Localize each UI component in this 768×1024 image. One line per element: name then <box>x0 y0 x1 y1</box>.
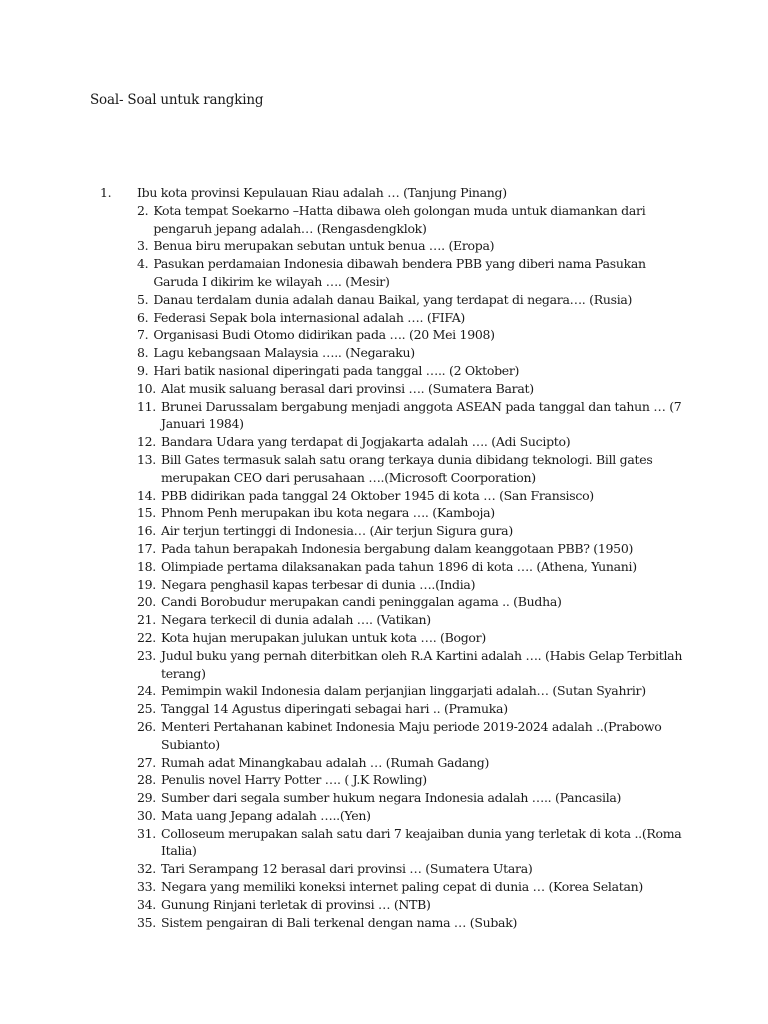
list-item <box>100 860 690 878</box>
list-item <box>100 504 690 522</box>
list-item <box>100 700 690 718</box>
list-item <box>100 771 690 789</box>
list-item <box>100 255 690 291</box>
item-text: Judul buku yang pernah diterbitkan oleh R.A Kartini adalah …. (Habis Gelap Terbitlah terang) <box>160 647 683 681</box>
item-text: Rumah adat Minangkabau adalah … (Rumah Gadang) <box>160 754 490 770</box>
item-text: Colloseum merupakan salah satu dari 7 keajaiban dunia yang terletak di kota ..(Roma Italia) <box>160 825 682 859</box>
item-text: Kota tempat Soekarno –Hatta dibawa oleh golongan muda untuk diamankan dari pengaruh jepang adalah… (Rengasdengklok) <box>153 202 646 236</box>
list-item <box>100 487 690 505</box>
item-number: 28. <box>137 772 156 788</box>
item-text: Benua biru merupakan sebutan untuk benua …. (Eropa) <box>153 238 495 254</box>
item-number: 35. <box>137 914 156 930</box>
item-number: 12. <box>137 434 156 450</box>
list-item <box>100 629 690 647</box>
item-text: Gunung Rinjani terletak di provinsi … (NTB) <box>160 896 431 912</box>
item-text: Hari batik nasional diperingati pada tanggal ….. (2 Oktober) <box>153 362 520 378</box>
item-text: Bill Gates termasuk salah satu orang terkaya dunia dibidang teknologi. Bill gates merupakan CEO dari perusahaan ….(Microsoft Coorporation) <box>160 451 653 485</box>
item-text: Menteri Pertahanan kabinet Indonesia Maju periode 2019-2024 adalah ..(Prabowo Subianto) <box>160 718 662 752</box>
list-item <box>100 754 690 772</box>
item-text: Negara penghasil kapas terbesar di dunia ….(India) <box>160 576 476 592</box>
item-number: 24. <box>137 683 156 699</box>
item-text: Brunei Darussalam bergabung menjadi anggota ASEAN pada tanggal dan tahun … (7 Januari 1984) <box>160 398 682 432</box>
list-item <box>100 522 690 540</box>
question-list <box>100 184 690 931</box>
list-item <box>100 558 690 576</box>
item-text: Tari Serampang 12 berasal dari provinsi … (Sumatera Utara) <box>160 861 533 877</box>
list-item <box>100 451 690 487</box>
list-item <box>100 647 690 683</box>
item-number: 32. <box>137 861 156 877</box>
item-text: Pemimpin wakil Indonesia dalam perjanjian linggarjati adalah… (Sutan Syahrir) <box>160 683 646 699</box>
item-number: 23. <box>137 647 156 663</box>
item-number: 5. <box>137 291 149 307</box>
list-item <box>100 433 690 451</box>
item-text: Mata uang Jepang adalah …..(Yen) <box>160 807 371 823</box>
item-text: Negara terkecil di dunia adalah …. (Vatikan) <box>160 612 431 628</box>
item-number: 4. <box>137 256 149 272</box>
item-number: 29. <box>137 790 156 806</box>
item-number: 13. <box>137 451 156 467</box>
item-number: 10. <box>137 380 156 396</box>
list-item <box>100 878 690 896</box>
list-item <box>100 362 690 380</box>
item-number: 31. <box>137 825 156 841</box>
item-text: Federasi Sepak bola internasional adalah …. (FIFA) <box>153 309 466 325</box>
list-item <box>100 825 690 861</box>
item-text: Pada tahun berapakah Indonesia bergabung dalam keanggotaan PBB? (1950) <box>160 540 634 556</box>
item-number: 17. <box>137 540 156 556</box>
item-number: 30. <box>137 807 156 823</box>
list-item <box>100 611 690 629</box>
item-text: Lagu kebangsaan Malaysia ….. (Negaraku) <box>153 345 415 361</box>
document-title: Soal- Soal untuk rangking <box>90 92 264 108</box>
item-number: 20. <box>137 594 156 610</box>
item-number: 3. <box>137 238 149 254</box>
list-item <box>100 291 690 309</box>
item-text: Alat musik saluang berasal dari provinsi …. (Sumatera Barat) <box>160 380 534 396</box>
item-text: PBB didirikan pada tanggal 24 Oktober 1945 di kota … (San Fransisco) <box>160 487 594 503</box>
list-item <box>100 237 690 255</box>
item-number: 27. <box>137 754 156 770</box>
list-item <box>100 540 690 558</box>
item-text: Ibu kota provinsi Kepulauan Riau adalah … (Tanjung Pinang) <box>137 185 507 200</box>
item-text: Danau terdalam dunia adalah danau Baikal, yang terdapat di negara…. (Rusia) <box>153 291 633 307</box>
item-number: 34. <box>137 896 156 912</box>
item-number: 6. <box>137 309 149 325</box>
item-text: Sistem pengairan di Bali terkenal dengan nama … (Subak) <box>160 914 518 930</box>
item-number: 16. <box>137 523 156 539</box>
list-item <box>100 718 690 754</box>
item-text: Candi Borobudur merupakan candi peninggalan agama .. (Budha) <box>160 594 562 610</box>
list-item <box>100 309 690 327</box>
list-item <box>100 789 690 807</box>
item-text: Organisasi Budi Otomo didirikan pada …. (20 Mei 1908) <box>153 327 495 343</box>
item-number: 18. <box>137 558 156 574</box>
list-item <box>100 344 690 362</box>
item-text: Bandara Udara yang terdapat di Jogjakarta adalah …. (Adi Sucipto) <box>160 434 571 450</box>
item-text: Tanggal 14 Agustus diperingati sebagai hari .. (Pramuka) <box>160 701 508 717</box>
item-number: 14. <box>137 487 156 503</box>
item-text: Air terjun tertinggi di Indonesia… (Air terjun Sigura gura) <box>160 523 513 539</box>
list-item <box>100 593 690 611</box>
list-item <box>100 576 690 594</box>
item-text: Penulis novel Harry Potter …. ( J.K Rowling) <box>160 772 427 788</box>
item-number: 26. <box>137 718 156 734</box>
list-item <box>100 807 690 825</box>
item-text: Olimpiade pertama dilaksanakan pada tahun 1896 di kota …. (Athena, Yunani) <box>160 558 637 574</box>
item-number: 22. <box>137 629 156 645</box>
item-text: Phnom Penh merupakan ibu kota negara …. (Kamboja) <box>160 505 495 521</box>
item-number: 7. <box>137 327 149 343</box>
item-number: 1. <box>100 185 112 200</box>
item-text: Sumber dari segala sumber hukum negara Indonesia adalah ….. (Pancasila) <box>160 790 622 806</box>
item-number: 2. <box>137 202 149 218</box>
list-item <box>100 914 690 932</box>
list-item <box>100 398 690 434</box>
item-number: 33. <box>137 879 156 895</box>
item-number: 25. <box>137 701 156 717</box>
list-item <box>100 380 690 398</box>
list-item <box>100 202 690 238</box>
item-number: 8. <box>137 345 149 361</box>
item-number: 11. <box>137 398 156 414</box>
list-item <box>100 682 690 700</box>
item-text: Pasukan perdamaian Indonesia dibawah bendera PBB yang diberi nama Pasukan Garuda I dikirim ke wilayah …. (Mesir) <box>153 256 646 289</box>
item-number: 19. <box>137 576 156 592</box>
item-text: Negara yang memiliki koneksi internet paling cepat di dunia … (Korea Selatan) <box>160 879 643 895</box>
item-text: Kota hujan merupakan julukan untuk kota …. (Bogor) <box>160 629 486 645</box>
item-number: 21. <box>137 612 156 628</box>
item-number: 9. <box>137 362 149 378</box>
list-item <box>100 326 690 344</box>
list-item <box>100 896 690 914</box>
list-item <box>100 184 690 202</box>
item-number: 15. <box>137 505 156 521</box>
